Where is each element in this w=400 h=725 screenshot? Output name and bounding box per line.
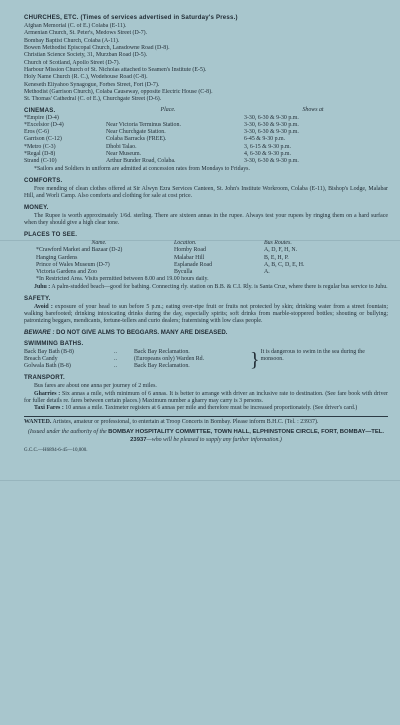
church-item: Armenian Church, St. Peter's, Medows Street (D-7). xyxy=(24,30,148,37)
cinema-shows: 3, 6-15 & 9-30 p.m. xyxy=(244,143,291,150)
cinema-name: Eros (C-6) xyxy=(24,129,50,136)
places-note: *In Restricted Area. Visits permitted between 8.00 and 19.00 hours daily. xyxy=(36,276,209,283)
comforts-section xyxy=(24,177,388,201)
cinema-place: Colaba Barracks (FREE). xyxy=(106,136,167,143)
cinema-row xyxy=(24,144,388,151)
place-name: Victoria Gardens and Zoo xyxy=(36,269,97,276)
church-item: Church of Scotland, Apollo Street (D-7). xyxy=(24,59,121,66)
taxi-paragraph xyxy=(24,405,388,412)
fold-crease xyxy=(0,240,400,241)
places-col-location: Location. xyxy=(174,239,197,246)
place-name: *Crawford Market and Bazaar (D-2) xyxy=(36,247,123,254)
brace-mark: } xyxy=(250,348,260,371)
bath-name: Breach Candy xyxy=(24,356,58,363)
place-location: Malabar Hill xyxy=(174,254,205,261)
bath-name: Golwala Bath (B-8) xyxy=(24,363,71,370)
cinema-shows: 3-30, 6-30 & 9-30 p.m. xyxy=(244,121,299,128)
cinema-name: *Empire (D-4) xyxy=(24,114,59,121)
place-location: Byculla xyxy=(174,269,193,276)
cinemas-col-place: Place. xyxy=(160,106,176,113)
cinema-place: Dhobi Talao. xyxy=(106,143,137,150)
churches-list xyxy=(24,23,388,103)
cinemas-note: *Sailors and Soldiers in uniform are admitted at concession rates from Mondays to Fridays. xyxy=(34,165,250,172)
cinema-place: Near Churchgate Station. xyxy=(106,129,166,136)
places-table xyxy=(24,240,388,277)
place-bus: A. xyxy=(264,269,270,276)
beware-word: BEWARE : xyxy=(24,329,55,337)
place-bus: A, B, C, D, E, H. xyxy=(264,261,305,268)
juhu-label: Juhu : xyxy=(34,283,51,290)
church-item: Christian Science Society, 31, Murzban Road (D-5). xyxy=(24,52,148,59)
safety-paragraph xyxy=(24,304,388,326)
bath-dots: .. xyxy=(114,356,117,363)
print-code: G.C.C.—H6894-6-45—10,000. xyxy=(24,447,88,453)
church-item: Afghan Memorial (C. of E.) Colaba (E-11). xyxy=(24,23,127,30)
place-location: Esplanade Road xyxy=(174,261,213,268)
cinema-place: Near Museum. xyxy=(106,151,142,158)
place-bus: A, D, F, H, N. xyxy=(264,247,298,254)
transport-heading: TRANSPORT. xyxy=(24,374,65,382)
bath-dots: .. xyxy=(114,348,117,355)
beware-notice xyxy=(24,329,388,337)
baths-heading: SWIMMING BATHS. xyxy=(24,339,84,347)
church-item: Methodist (Garrison Church), Colaba Causeway, opposite Electric House (C-8). xyxy=(24,88,213,95)
cinemas-table xyxy=(24,107,388,166)
cinema-name: *Excelsior (D-4) xyxy=(24,121,64,128)
transport-bus: Bus fares are about one anna per journey of 2 miles. xyxy=(34,383,157,390)
places-col-name: Name. xyxy=(91,239,107,246)
baths-section xyxy=(24,340,388,371)
gharries-paragraph xyxy=(24,391,388,406)
place-row xyxy=(24,247,388,254)
safety-heading: SAFETY. xyxy=(24,294,51,302)
churches-section xyxy=(24,14,388,103)
money-text: The Rupee is worth approximately 1/6d. sterling. There are sixteen annas in the rupee. Always test your rupees by ringing them on a hard surface when they should give a high clear tone. xyxy=(24,212,388,227)
money-heading: MONEY. xyxy=(24,203,49,211)
safety-section xyxy=(24,295,388,326)
juhu-text: A palm-studded beach—good for bathing. Connecting rly. station on B.B. & C.I. Rly. is Santa Cruz, where there is regular bus service to Juhu. xyxy=(51,283,388,290)
bath-dots: .. xyxy=(114,363,117,370)
place-row xyxy=(24,255,388,262)
cinema-place: Arthur Bunder Road, Colaba. xyxy=(106,158,176,165)
cinema-row xyxy=(24,122,388,129)
churches-subheading: (Times of services advertised in Saturday's Press.) xyxy=(80,14,238,21)
church-item: Bombay Baptist Church, Colaba (A-11). xyxy=(24,37,120,44)
cinema-name: *Regal (D-8) xyxy=(24,151,56,158)
taxi-label: Taxi Fares : xyxy=(34,405,64,412)
church-item: St. Thomas' Cathedral (C. of E.), Churchgate Street (D-6). xyxy=(24,96,162,103)
footer-note xyxy=(24,429,388,444)
place-bus: B, E, H, P. xyxy=(264,254,289,261)
church-item: Holy Name Church (R. C.), Wodehouse Road (C-8). xyxy=(24,74,148,81)
church-item: Keneseth Eliyahoo Synagogue, Forbes Street, Fort (D-7). xyxy=(24,81,160,88)
footer-org: BOMBAY HOSPITALITY COMMITTEE, TOWN HALL, ELPHINSTONE CIRCLE, FORT, BOMBAY—TEL. 23937 xyxy=(108,429,385,443)
safety-text: exposure of your head to sun before 5 p.m.; eating over-ripe fruit or fruits not protected by skin; drinking water from a street fountain; walking barefooted; drinking intoxicating drinks during the day, especially spirits; soft drinks from marble-stoppered bottles; shouting or bullying; patronizing beggars, mendicants, fortune-tellers and curio dealers; fraternising with low class people. xyxy=(24,303,388,325)
church-item: Harbour Mission Church of St. Nicholas attached to Seamen's Institute (E-5). xyxy=(24,66,207,73)
cinema-place: Near Victoria Terminus Station. xyxy=(106,121,181,128)
gharries-label: Gharries : xyxy=(34,390,61,397)
money-section xyxy=(24,204,388,228)
safety-avoid-label: Avoid : xyxy=(34,303,53,310)
comforts-heading: COMFORTS. xyxy=(24,176,63,184)
churches-heading: CHURCHES, ETC. xyxy=(24,14,79,21)
place-name: Hanging Gardens xyxy=(36,254,78,261)
places-col-bus: Bus Routes. xyxy=(264,239,292,246)
bath-place: Back Bay Reclamation. xyxy=(134,348,190,355)
footer-pre: (Issued under the authority of the xyxy=(27,429,107,436)
fold-crease xyxy=(0,480,400,481)
cinema-name: *Metro (C-3) xyxy=(24,143,56,150)
cinema-row xyxy=(24,115,388,122)
cinema-row xyxy=(24,151,388,158)
bath-place: (Europeans only) Warden Rd. xyxy=(134,356,205,363)
church-item: Bowen Methodist Episcopal Church, Lansdowne Road (D-8). xyxy=(24,44,170,51)
cinema-shows: 3-30, 6-30 & 9-30 p.m. xyxy=(244,114,299,121)
cinema-name: Strand (C-10) xyxy=(24,158,57,165)
taxi-text: 10 annas a mile. Taximeter registers at 6 annas per mile and therefore must be increased proportionately. (See driver's card.) xyxy=(65,405,358,412)
cinema-shows: 4, 6-30 & 9-30 p.m. xyxy=(244,151,291,158)
cinemas-heading: CINEMAS. xyxy=(24,106,56,114)
cinema-row xyxy=(24,136,388,143)
cinema-name: Garrison (C-12) xyxy=(24,136,62,143)
cinema-row xyxy=(24,129,388,136)
monsoon-warning: It is dangerous to swim in the sea during the monsoon. xyxy=(260,348,365,362)
bath-place: Back Bay Reclamation. xyxy=(134,363,190,370)
juhu-paragraph xyxy=(24,284,388,291)
wanted-section xyxy=(24,416,388,426)
beware-text: DO NOT GIVE ALMS TO BEGGARS. MANY ARE DISEASED. xyxy=(56,329,228,337)
bath-name: Back Bay Bath (B-8) xyxy=(24,348,74,355)
cinema-shows: 6-45 & 9-30 p.m. xyxy=(244,136,286,143)
cinema-place xyxy=(98,115,238,122)
place-name: Prince of Wales Museum (D-7) xyxy=(36,261,110,268)
wanted-text: Artistes, amateur or professional, to entertain at Troop Concerts in Bombay. Please inform B.H.C. (Tel. : 23937). xyxy=(52,418,319,425)
place-location: Hornby Road xyxy=(174,247,206,254)
footer-post: —who will be pleased to supply any further information.) xyxy=(146,436,282,443)
cinemas-col-shows: Shows at xyxy=(302,106,324,113)
transport-section xyxy=(24,374,388,412)
bath-row xyxy=(24,349,388,356)
places-heading: PLACES TO SEE. xyxy=(24,230,78,238)
comforts-text: Free mending of clean clothes offered at Sir Alwyn Ezra Services Canteen, St. John's Institute Workroom, Colaba (E-11), Bishop's Lodge, Malabar Hill, and Worli Camp. Also comforts and clothing for sale at cost price. xyxy=(24,185,388,199)
gharries-text: Six annas a mile, with minimum of 6 annas. It is better to arrange with driver an inclusive rate to destination. (See fare book with driver for fuller details re. fares between certain places.) Maximum number a gharry may carry is 3 persons. xyxy=(24,390,388,404)
place-row xyxy=(24,262,388,269)
cinemas-section xyxy=(24,107,388,173)
cinema-row xyxy=(24,158,388,165)
baths-table xyxy=(24,349,388,371)
cinema-shows: 3-30, 6-30 & 9-30 p.m. xyxy=(244,129,299,136)
cinema-shows: 3-30, 6-30 & 9-30 p.m. xyxy=(244,158,299,165)
wanted-label: WANTED. xyxy=(24,418,52,425)
place-row xyxy=(24,269,388,276)
